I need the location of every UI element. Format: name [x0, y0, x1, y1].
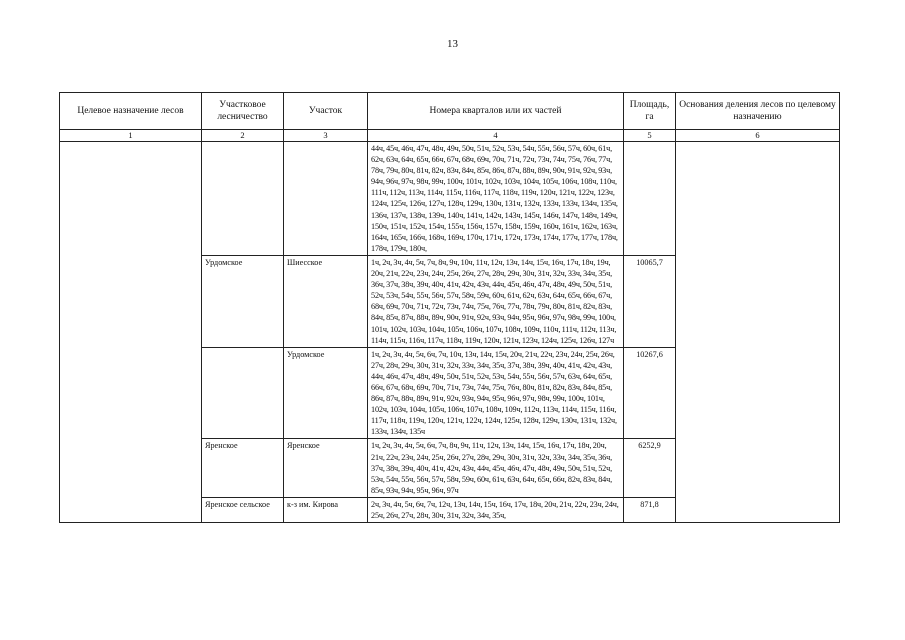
column-number: 4 — [368, 130, 624, 142]
cell-site: Урдомское — [284, 347, 368, 439]
cell-forestry: Яренское сельское — [202, 497, 284, 522]
cell-forestry — [202, 347, 284, 439]
column-number: 3 — [284, 130, 368, 142]
column-number: 6 — [676, 130, 840, 142]
cell-basis — [676, 142, 840, 523]
header-area: Площадь, га — [624, 93, 676, 130]
forest-purpose-table — [59, 92, 840, 523]
header-forestry: Участковое лесничество — [202, 93, 284, 130]
header-quarters: Номера кварталов или их частей — [368, 93, 624, 130]
cell-site — [284, 142, 368, 256]
header-purpose: Целевое назначение лесов — [60, 93, 202, 130]
column-number-row — [60, 130, 840, 142]
cell-site: к-з им. Кирова — [284, 497, 368, 522]
header-basis: Основания деления лесов по целевому назначению — [676, 93, 840, 130]
cell-site: Шиесское — [284, 255, 368, 347]
cell-forestry: Яренское — [202, 439, 284, 497]
column-number: 2 — [202, 130, 284, 142]
cell-area: 6252,9 — [624, 439, 676, 497]
cell-area — [624, 142, 676, 256]
cell-quarters: 1ч, 2ч, 3ч, 4ч, 5ч, 6ч, 7ч, 10ч, 13ч, 14ч, 15ч, 20ч, 21ч, 22ч, 23ч, 24ч, 25ч, 26ч, 27ч, 28ч, 29ч, 30ч, 31ч, 32ч, 33ч, 34ч, 35ч, 37ч, 38ч, 39ч, 40ч, 41ч, 42ч, 43ч, 44ч, 46ч, 47ч, 48ч, 49ч, 50ч, 51ч, 52ч, 53ч, 54ч, 55ч, 56ч, 57ч, 63ч, 64ч, 65ч, 66ч, 67ч, 68ч, 69ч, 70ч, 71ч, 73ч, 74ч, 75ч, 76ч, 80ч, 81ч, 82ч, 83ч, 84ч, 85ч, 86ч, 87ч, 88ч, 89ч, 91ч, 92ч, 93ч, 94ч, 95ч, 96ч, 97ч, 98ч, 99ч, 100ч, 101ч, 102ч, 103ч, 104ч, 105ч, 106ч, 107ч, 108ч, 109ч, 112ч, 113ч, 114ч, 115ч, 116ч, 117ч, 118ч, 119ч, 120ч, 121ч, 122ч, 124ч, 125ч, 128ч, 129ч, 130ч, 131ч, 132ч, 133ч, 134ч, 135ч — [368, 347, 624, 439]
cell-purpose — [60, 142, 202, 523]
cell-quarters: 1ч, 2ч, 3ч, 4ч, 5ч, 7ч, 8ч, 9ч, 10ч, 11ч, 12ч, 13ч, 14ч, 15ч, 16ч, 17ч, 18ч, 19ч, 20ч, 21ч, 22ч, 23ч, 24ч, 25ч, 26ч, 27ч, 28ч, 29ч, 30ч, 31ч, 32ч, 33ч, 34ч, 35ч, 36ч, 37ч, 38ч, 39ч, 40ч, 41ч, 42ч, 43ч, 44ч, 45ч, 46ч, 47ч, 48ч, 49ч, 50ч, 51ч, 52ч, 53ч, 54ч, 55ч, 56ч, 57ч, 58ч, 59ч, 60ч, 61ч, 62ч, 63ч, 64ч, 65ч, 66ч, 67ч, 68ч, 69ч, 70ч, 71ч, 72ч, 73ч, 74ч, 75ч, 76ч, 77ч, 78ч, 79ч, 80ч, 81ч, 82ч, 83ч, 84ч, 85ч, 87ч, 88ч, 89ч, 90ч, 91ч, 92ч, 93ч, 94ч, 95ч, 96ч, 97ч, 98ч, 99ч, 100ч, 101ч, 102ч, 103ч, 104ч, 105ч, 106ч, 107ч, 108ч, 109ч, 110ч, 111ч, 112ч, 113ч, 114ч, 115ч, 116ч, 117ч, 118ч, 119ч, 120ч, 121ч, 123ч, 124ч, 125ч, 126ч, 127ч — [368, 255, 624, 347]
column-number: 1 — [60, 130, 202, 142]
cell-site: Яренское — [284, 439, 368, 497]
table-header-row — [60, 93, 840, 130]
cell-quarters: 2ч, 3ч, 4ч, 5ч, 6ч, 7ч, 12ч, 13ч, 14ч, 15ч, 16ч, 17ч, 18ч, 20ч, 21ч, 22ч, 23ч, 24ч, 25ч, 26ч, 27ч, 28ч, 30ч, 31ч, 32ч, 34ч, 35ч, — [368, 497, 624, 522]
column-number: 5 — [624, 130, 676, 142]
table-row — [60, 142, 840, 256]
header-site: Участок — [284, 93, 368, 130]
cell-quarters: 44ч, 45ч, 46ч, 47ч, 48ч, 49ч, 50ч, 51ч, 52ч, 53ч, 54ч, 55ч, 56ч, 57ч, 60ч, 61ч, 62ч, 63ч, 64ч, 65ч, 66ч, 67ч, 68ч, 69ч, 70ч, 71ч, 72ч, 73ч, 74ч, 75ч, 76ч, 77ч, 78ч, 79ч, 80ч, 81ч, 82ч, 83ч, 84ч, 85ч, 86ч, 87ч, 88ч, 89ч, 90ч, 91ч, 92ч, 93ч, 94ч, 96ч, 97ч, 98ч, 99ч, 100ч, 101ч, 102ч, 103ч, 104ч, 105ч, 106ч, 108ч, 110ч, 111ч, 112ч, 113ч, 114ч, 115ч, 116ч, 117ч, 118ч, 119ч, 120ч, 121ч, 122ч, 123ч, 124ч, 125ч, 126ч, 127ч, 128ч, 129ч, 130ч, 131ч, 132ч, 133ч, 133ч, 134ч, 135ч, 136ч, 137ч, 138ч, 139ч, 140ч, 141ч, 142ч, 143ч, 145ч, 146ч, 147ч, 148ч, 149ч, 150ч, 151ч, 152ч, 154ч, 155ч, 156ч, 157ч, 158ч, 159ч, 160ч, 161ч, 162ч, 163ч, 164ч, 165ч, 166ч, 168ч, 169ч, 170ч, 171ч, 172ч, 173ч, 174ч, 177ч, 177ч, 178ч, 178ч, 179ч, 180ч, — [368, 142, 624, 256]
cell-quarters: 1ч, 2ч, 3ч, 4ч, 5ч, 6ч, 7ч, 8ч, 9ч, 11ч, 12ч, 13ч, 14ч, 15ч, 16ч, 17ч, 18ч, 20ч, 21ч, 22ч, 23ч, 24ч, 25ч, 26ч, 27ч, 28ч, 29ч, 30ч, 31ч, 32ч, 33ч, 34ч, 35ч, 36ч, 37ч, 38ч, 39ч, 40ч, 41ч, 42ч, 43ч, 44ч, 45ч, 46ч, 47ч, 48ч, 49ч, 50ч, 51ч, 52ч, 53ч, 54ч, 55ч, 56ч, 57ч, 58ч, 59ч, 60ч, 61ч, 63ч, 64ч, 65ч, 66ч, 82ч, 83ч, 84ч, 85ч, 93ч, 94ч, 95ч, 96ч, 97ч — [368, 439, 624, 497]
cell-area: 10267,6 — [624, 347, 676, 439]
cell-area: 10065,7 — [624, 255, 676, 347]
page-number: 13 — [447, 38, 458, 50]
cell-forestry — [202, 142, 284, 256]
cell-forestry: Урдомское — [202, 255, 284, 347]
cell-area: 871,8 — [624, 497, 676, 522]
